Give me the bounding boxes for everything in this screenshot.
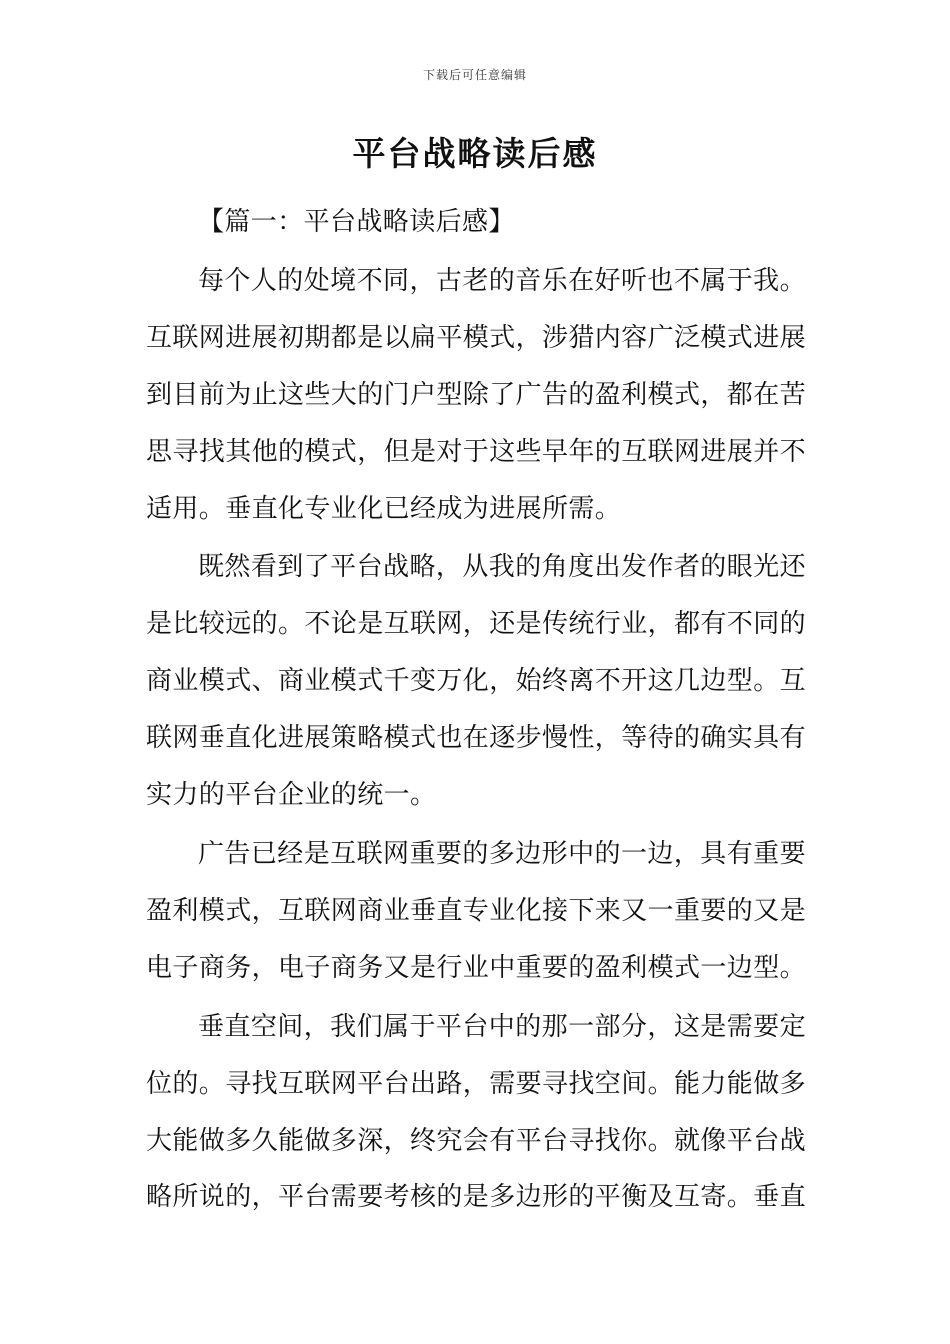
document-body bbox=[146, 194, 806, 1228]
document-title: 平台战略读后感 bbox=[352, 134, 598, 173]
paragraph: 每个人的处境不同，古老的音乐在好听也不属于我。互联网进展初期都是以扁平模式，涉猎内容广泛模式进展到目前为止这些大的门户型除了广告的盈利模式，都在苦思寻找其他的模式，但是对于这些早年的互联网进展并不适用。垂直化专业化已经成为进展所需。 bbox=[146, 265, 807, 524]
section-heading: 【篇一：平台战略读后感】 bbox=[198, 207, 515, 237]
paragraph: 广告已经是互联网重要的多边形中的一边，具有重要盈利模式，互联网商业垂直专业化接下来又一重要的又是电子商务，电子商务又是行业中重要的盈利模式一边型。 bbox=[146, 838, 807, 983]
header-note: 下载后可任意编辑 bbox=[422, 68, 527, 82]
paragraph: 垂直空间，我们属于平台中的那一部分，这是需要定位的。寻找互联网平台出路，需要寻找空间。能力能做多大能做多久能做多深，终究会有平台寻找你。就像平台战略所说的，平台需要考核的是多边形的平衡及互寄。垂直 bbox=[146, 1011, 807, 1213]
paragraph: 既然看到了平台战略，从我的角度出发作者的眼光还是比较远的。不论是互联网，还是传统行业，都有不同的商业模式、商业模式千变万化，始终离不开这几边型。互联网垂直化进展策略模式也在逐步慢性，等待的确实具有实力的平台企业的统一。 bbox=[146, 552, 807, 811]
